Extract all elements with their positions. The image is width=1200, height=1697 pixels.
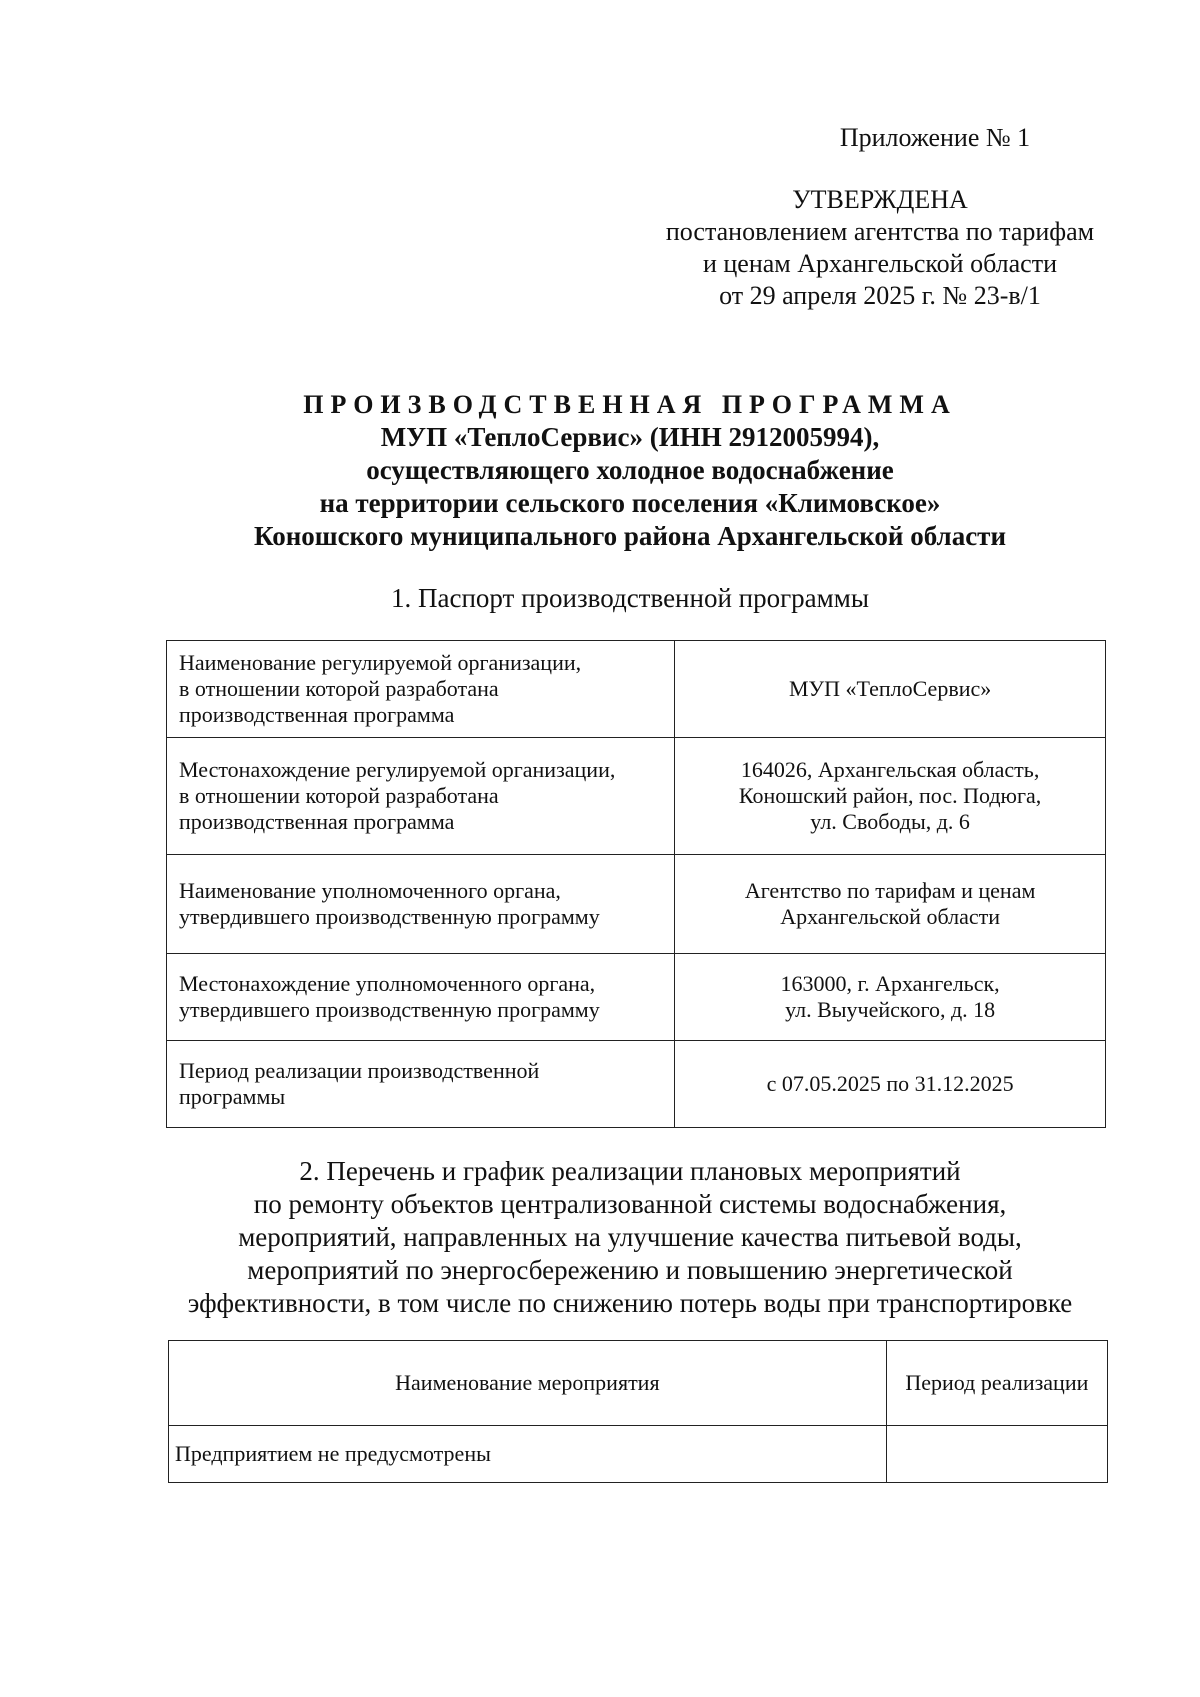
measures-table	[168, 1340, 1108, 1483]
approval-stamp	[620, 122, 1140, 312]
measure-period	[886, 1426, 1107, 1483]
passport-value: 163000, г. Архангельск, ул. Выучейского, д. 18	[675, 954, 1106, 1041]
passport-label: Наименование уполномоченного органа, утвердившего производственную программу	[167, 855, 675, 954]
approval-line: постановлением агентства по тарифам	[665, 217, 1095, 246]
table-row	[167, 954, 1106, 1041]
passport-value: 164026, Архангельская область, Коношский район, пос. Подюга, ул. Свободы, д. 6	[675, 738, 1106, 855]
title-heading: ПРОИЗВОДСТВЕННАЯ ПРОГРАММА	[303, 390, 957, 419]
passport-value: Агентство по тарифам и ценам Архангельской области	[675, 855, 1106, 954]
passport-value: с 07.05.2025 по 31.12.2025	[675, 1041, 1106, 1128]
column-header-name: Наименование мероприятия	[169, 1341, 887, 1426]
table-row	[167, 738, 1106, 855]
title-line: на территории сельского поселения «Климовское»	[319, 488, 941, 518]
title-line: Коношского муниципального района Архангельской области	[253, 521, 1007, 551]
title-line: МУП «ТеплоСервис» (ИНН 2912005994),	[380, 422, 880, 452]
table-row	[167, 641, 1106, 738]
title-line: осуществляющего холодное водоснабжение	[366, 455, 894, 485]
table-row	[167, 855, 1106, 954]
passport-label: Местонахождение уполномоченного органа, утвердившего производственную программу	[167, 954, 675, 1041]
passport-value: МУП «ТеплоСервис»	[675, 641, 1106, 738]
column-header-period: Период реализации	[886, 1341, 1107, 1426]
passport-label: Наименование регулируемой организации, в отношении которой разработана производственная программа	[167, 641, 675, 738]
passport-label: Период реализации производственной программы	[167, 1041, 675, 1128]
section2-heading: 2. Перечень и график реализации плановых мероприятий по ремонту объектов централизованной системы водоснабжения, мероприятий, направленных на улучшение качества питьевой воды, мероприятий по энергосбережению и повышению энергетической эффективности, в том числе по снижению потерь воды при транспортировке	[187, 1156, 1073, 1318]
measure-name: Предприятием не предусмотрены	[169, 1426, 887, 1483]
passport-label: Местонахождение регулируемой организации, в отношении которой разработана производственная программа	[167, 738, 675, 855]
approval-line: и ценам Архангельской области	[702, 249, 1058, 278]
section1-heading: 1. Паспорт производственной программы	[391, 583, 869, 613]
document-title	[160, 388, 1100, 553]
passport-table	[166, 640, 1106, 1128]
approved-label: УТВЕРЖДЕНА	[792, 185, 968, 214]
table-header-row	[169, 1341, 1108, 1426]
approval-line: от 29 апреля 2025 г. № 23-в/1	[719, 281, 1041, 310]
appendix-number: Приложение № 1	[839, 123, 1031, 152]
table-row	[167, 1041, 1106, 1128]
table-row	[169, 1426, 1108, 1483]
